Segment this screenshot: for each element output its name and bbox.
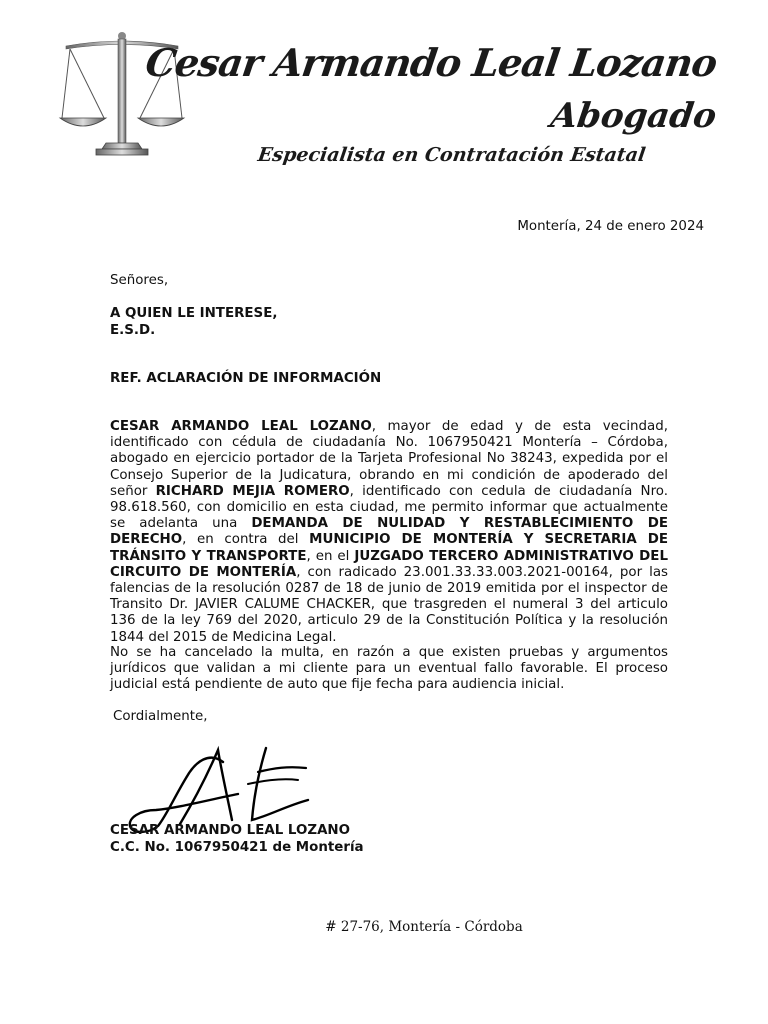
- body-paragraph-1: [110, 419, 668, 646]
- court-strong: JUZGADO TERCERO ADMINISTRATIVO DEL CIRCUITO DE MONTERÍA: [110, 548, 668, 580]
- recipient-line-2: E.S.D.: [110, 323, 156, 338]
- client-name-strong: RICHARD MEJIA ROMERO: [155, 483, 350, 499]
- paragraph-text: , con radicado 23.001.33.33.003.2021-00164, por las falencias de la resolución 0287 de 18 de junio de 2019 emitida por el inspector de Transito Dr. JAVIER CALUME CHACKER, que trasgreden el numeral 3 del articulo 136 de la ley 769 del 2020, articulo 29 de la Constitución Política y la resolución 1844 del 2015 de Medicina Legal.: [110, 564, 668, 645]
- signer-name: CESAR ARMANDO LEAL LOZANO: [110, 823, 351, 838]
- reference-line: REF. ACLARACIÓN DE INFORMACIÓN: [110, 371, 382, 386]
- paragraph-text: , identificado con cedula de ciudadanía Nro. 98.618.560, con domicilio en esta ciudad, me permito informar que actualmente se adelanta una: [110, 483, 668, 532]
- signer-id: C.C. No. 1067950421 de Montería: [110, 840, 364, 855]
- footer-address: # 27-76, Montería - Córdoba: [325, 919, 523, 935]
- letterhead-profession: Abogado: [548, 96, 719, 136]
- body-paragraph-2: No se ha cancelado la multa, en razón a que existen pruebas y argumentos jurídicos que validan a mi cliente para un eventual fallo favorable. El proceso judicial está pendiente de auto que fije fecha para audiencia inicial.: [110, 645, 668, 693]
- letterhead-name: Cesar Armando Leal Lozano: [142, 40, 720, 85]
- closing: Cordialmente,: [113, 709, 208, 724]
- paragraph-text: , en el: [306, 548, 355, 564]
- lawsuit-type-strong: DEMANDA DE NULIDAD Y RESTABLECIMIENTO DE DERECHO: [110, 516, 668, 548]
- letter-date: Montería, 24 de enero 2024: [517, 219, 704, 234]
- paragraph-text: , en contra del: [182, 532, 310, 548]
- letterhead-specialty: Especialista en Contratación Estatal: [256, 144, 647, 166]
- defendant-strong: MUNICIPIO DE MONTERÍA Y SECRETARIA DE TRÁNSITO Y TRANSPORTE: [110, 532, 668, 564]
- salutation: Señores,: [110, 273, 169, 288]
- recipient-line-1: A QUIEN LE INTERESE,: [110, 306, 278, 321]
- paragraph-text: , mayor de edad y de esta vecindad, identificado con cédula de ciudadanía No. 1067950421 Montería – Córdoba, abogado en ejercicio portador de la Tarjeta Profesional No 38243, expedida por el Consejo Superior de la Judicatura, obrando en mi condición de apoderado del señor: [110, 419, 668, 499]
- lawyer-name-strong: CESAR ARMANDO LEAL LOZANO: [110, 419, 372, 434]
